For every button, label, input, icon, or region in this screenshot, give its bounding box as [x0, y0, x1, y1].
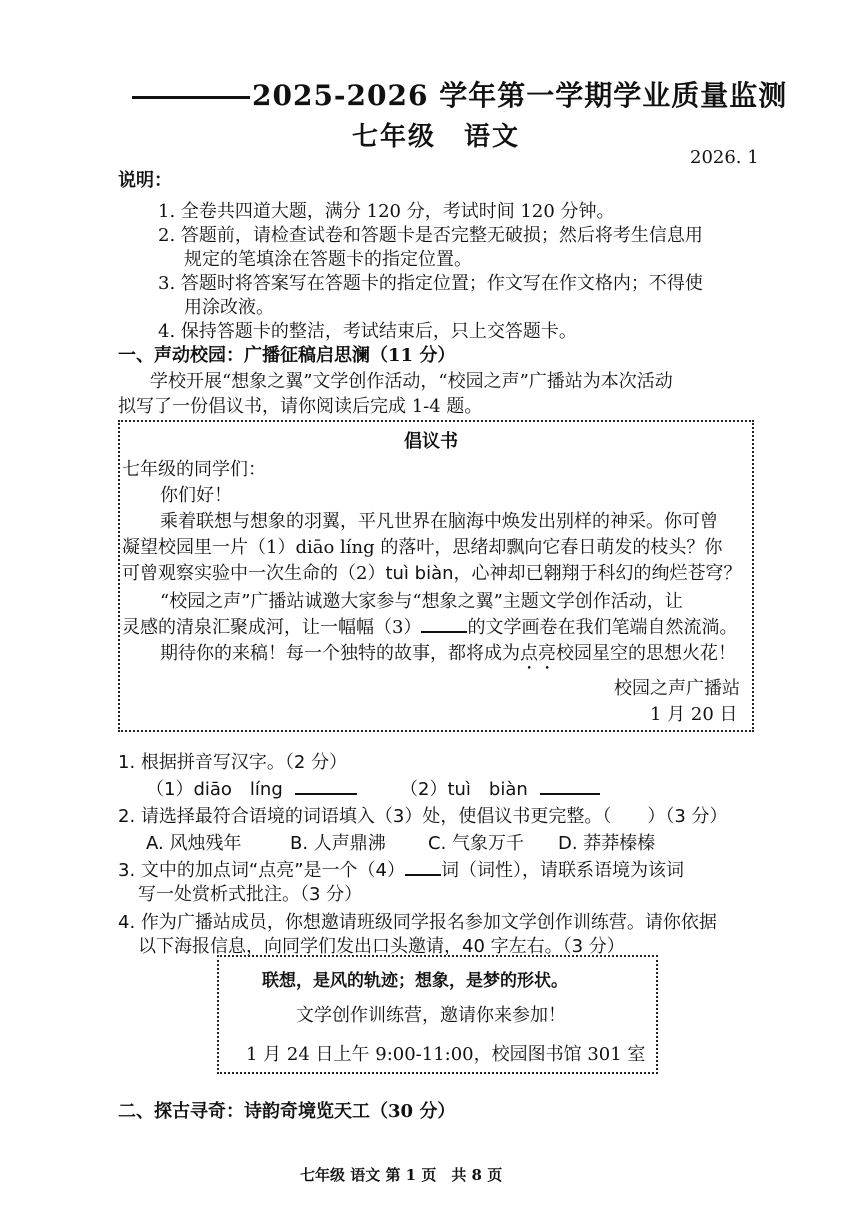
proposal-text-part: 可曾观察实验中一次生命的（2）	[122, 563, 386, 584]
section1-intro: 拟写了一份倡议书，请你阅读后完成 1-4 题。	[118, 396, 483, 417]
blank-3	[421, 631, 467, 633]
proposal-greeting: 你们好！	[160, 485, 232, 506]
question-3	[118, 856, 684, 882]
instruction-item: 1. 全卷共四道大题，满分 120 分，考试时间 120 分钟。	[158, 201, 615, 222]
question-4-cont: 以下海报信息，向同学们发出口头邀请，40 字左右。（3 分）	[138, 936, 625, 957]
answer-blank-4	[405, 874, 441, 876]
exam-title: 2025-2026 学年第一学期学业质量监测	[252, 79, 788, 112]
section1-intro: 学校开展“想象之翼”文学创作活动，“校园之声”广播站为本次活动	[150, 371, 673, 392]
question-1a	[146, 775, 357, 801]
section1-heading: 一、声动校园：广播征稿启思澜（11 分）	[118, 345, 456, 366]
page-footer: 七年级 语文 第 1 页 共 8 页	[300, 1166, 503, 1184]
proposal-signature: 校园之声广播站	[614, 678, 740, 699]
question-3-cont: 写一处赏析式批注。（3 分）	[138, 884, 363, 905]
poster-line-3: 1 月 24 日上午 9:00-11:00，校园图书馆 301 室	[246, 1044, 646, 1065]
proposal-salutation: 七年级的同学们：	[122, 459, 266, 480]
proposal-date: 1 月 20 日	[650, 704, 738, 725]
question-1b-label: （2）tuì biàn	[400, 779, 528, 800]
school-name-blank	[132, 96, 250, 99]
question-1: 1. 根据拼音写汉字。（2 分）	[118, 752, 348, 773]
proposal-text	[122, 559, 742, 585]
instruction-item: 规定的笔填涂在答题卡的指定位置。	[184, 249, 472, 270]
option-c: C. 气象万千	[428, 833, 525, 854]
question-1a-label: （1）diāo líng	[146, 779, 283, 800]
dotted-word-dianliang: 点亮	[520, 643, 556, 664]
proposal-text	[122, 613, 737, 639]
proposal-text: “校园之声”广播站诚邀大家参与“想象之翼”主题文学创作活动，让	[160, 591, 683, 612]
proposal-title: 倡议书	[404, 431, 458, 452]
instructions-heading: 说明：	[118, 170, 172, 191]
exam-subtitle: 七年级 语文	[352, 122, 521, 152]
poster-line-2: 文学创作训练营，邀请你来参加！	[296, 1005, 566, 1026]
proposal-text	[160, 639, 736, 674]
instruction-item: 3. 答题时将答案写在答题卡的指定位置；作文写在作文格内；不得使	[158, 273, 703, 294]
question-4: 4. 作为广播站成员，你想邀请班级同学报名参加文学创作训练营。请你依据	[118, 912, 717, 933]
answer-blank-2	[540, 793, 600, 795]
proposal-text: 凝望校园里一片（1）diāo líng 的落叶，思绪却飘向它春日萌发的枝头？你	[122, 537, 723, 558]
question-3-part: 3. 文中的加点词“点亮”是一个（4）	[118, 860, 405, 881]
proposal-text-part: 校园星空的思想火花！	[556, 643, 736, 664]
section2-heading: 二、探古寻奇：诗韵奇境览天工（30 分）	[118, 1101, 456, 1122]
instruction-item: 2. 答题前，请检查试卷和答题卡是否完整无破损；然后将考生信息用	[158, 225, 703, 246]
question-3-part: 词（词性），请联系语境为该词	[441, 860, 684, 881]
proposal-text: 乘着联想与想象的羽翼，平凡世界在脑海中焕发出别样的神采。你可曾	[160, 511, 718, 532]
instruction-item: 用涂改液。	[184, 297, 274, 318]
proposal-text-part: 的文学画卷在我们笔端自然流淌。	[467, 617, 738, 638]
proposal-text-part: ，心神却已翱翔于科幻的绚烂苍穹？	[453, 563, 742, 584]
option-a: A. 风烛残年	[146, 833, 242, 854]
question-1b	[400, 775, 600, 801]
pinyin-tuibian: tuì biàn	[385, 563, 454, 584]
answer-blank-1	[295, 793, 357, 795]
instruction-item: 4. 保持答题卡的整洁，考试结束后，只上交答题卡。	[158, 321, 577, 342]
exam-date: 2026. 1	[690, 147, 759, 168]
option-d: D. 莽莽榛榛	[558, 833, 656, 854]
poster-line-1: 联想，是风的轨迹；想象，是梦的形状。	[262, 971, 568, 991]
proposal-text-part: 期待你的来稿！每一个独特的故事，都将成为	[160, 643, 520, 664]
option-b: B. 人声鼎沸	[290, 833, 386, 854]
question-2: 2. 请选择最符合语境的词语填入（3）处，使倡议书更完整。（ ）（3 分）	[118, 806, 728, 827]
proposal-text-part: 灵感的清泉汇聚成河，让一幅幅（3）	[122, 617, 422, 638]
